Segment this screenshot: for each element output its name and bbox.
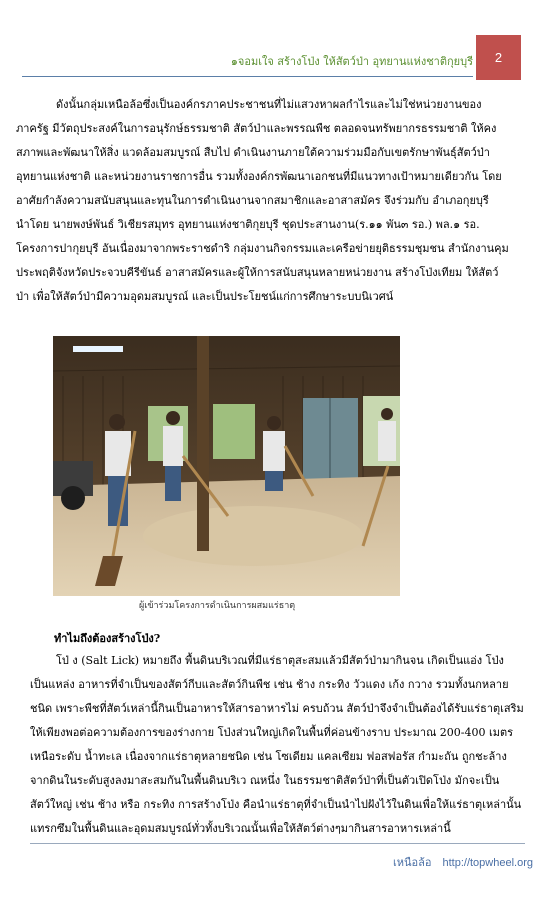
text-line: เป็นแหล่ง อาหารที่จำเป็นของสัตว์กีบและสัตว์กินพืช เช่น ช้าง กระทิง วัวแดง เก้ง กวาง รวมทั้งนกหลาย: [30, 678, 509, 691]
text-line: ให้เพียงพอต่อความต้องการของร่างกาย โป่งส่วนใหญ่เกิดในพื้นที่ค่อนข้างราบ ประมาณ 200-400 เมตร: [30, 726, 514, 739]
text-line: ชนิด เพราะพืชที่สัตว์เหล่านี้กินเป็นอาหารให้สารอาหารไม่ ครบถ้วน สัตว์ป่าจึงจำเป็นต้องได้รับแร่ธาตุเสริม: [30, 702, 524, 715]
text-line: ดังนั้นกลุ่มเหนือล้อซึ่งเป็นองค์กรภาคประชาชนที่ไม่แสวงหาผลกำไรและไม่ใช่หน่วยงานของ: [56, 98, 482, 111]
footer-url-link[interactable]: http://topwheel.org: [442, 857, 533, 869]
text-line: ป่า เพื่อให้สัตว์ป่ามีความอุดมสมบูรณ์ และเป็นประโยชน์แก่การศึกษาระบบนิเวศน์: [16, 290, 394, 303]
text-line: จากดินในระดับสูงลงมาสะสมกันในพื้นดินบริเว ณหนึ่ง ในธรรมชาติสัตว์ป่าที่เป็นตัวเปิดโป่ง มักจะเป็น: [30, 774, 500, 787]
text-line: โป่ ง (Salt Lick) หมายถึง พื้นดินบริเวณที่มีแร่ธาตุสะสมแล้วมีสัตว์ป่ามากินจน เกิดเป็นแอ่ง โป่ง: [56, 654, 504, 667]
text-line: แทรกซึมในพื้นดินและอุดมสมบูรณ์ทั่วทั้งบริเวณนั้นเพื่อให้สัตว์ต่างๆมากินสารอาหารเหล่านี้: [30, 822, 451, 835]
footer-label: เหนือล้อ: [392, 857, 432, 869]
text-line: นำโดย นายพงษ์พันธ์ วิเชียรสมุทร อุทยานแห่งชาติกุยบุรี ชุดประสานงาน(ร.๑๑ พัน๓ รอ.) พล.๑ รอ.: [16, 218, 480, 231]
text-line: อาศัยกำลังความสนับสนุนและทุนในการดำเนินงานจากสมาชิกและอาสาสมัคร จึงร่วมกับ อำเภอกุยบุรี: [16, 194, 489, 207]
text-line: โครงการปากุยบุรี อันเนื่องมาจากพระราชดำริ กลุ่มงานกิจกรรมและเครือข่ายยุติธรรมชุมชน สำนักงานคุม: [16, 242, 509, 255]
text-line: ประพฤติจังหวัดประจวบคีรีขันธ์ อาสาสมัครและผู้ให้การสนับสนุนหลายหน่วยงาน สร้างโป่งเทียม ให้สัตว์: [16, 266, 499, 279]
photo-caption: ผู้เข้าร่วมโครงการดำเนินการผสมแร่ธาตุ: [139, 601, 296, 611]
header-divider: [22, 76, 473, 77]
page-header: [0, 0, 551, 80]
footer-divider: [30, 843, 525, 844]
project-photo: [53, 336, 400, 596]
text-line: เหนือระดับ น้ำทะเล เนื่องจากแร่ธาตุหลายชนิด เช่น โซเดียม แคลเซียม ฟอสฟอรัส กำมะถัน ถูกชะล้าง: [30, 750, 507, 763]
text-line: อุทยานแห่งชาติ และหน่วยงานราชการอื่น รวมทั้งองค์กรพัฒนาเอกชนที่มีแนวทางเป้าหมายเดียวกัน โดย: [16, 170, 502, 183]
section-heading: ทำไมถึงต้องสร้างโป่ง?: [54, 632, 161, 645]
text-line: สภาพและพัฒนาให้สิ่ง แวดล้อมสมบูรณ์ สืบไป ดำเนินงานภายใต้ความร่วมมือกับเขตรักษาพันธุ์สัตว์ป่า: [16, 146, 490, 159]
page-footer: [393, 853, 533, 871]
page-number: 2: [476, 35, 521, 80]
text-line: ภาครัฐ มีวัตถุประสงค์ในการอนุรักษ์ธรรมชาติ สัตว์ป่าและพรรณพืช ตลอดจนทรัพยากรธรรมชาติ ให้คง: [16, 122, 497, 135]
header-title: ๑จอมเใจ สร้างโป่ง ให้สัตว์ป่า อุทยานแห่งชาติกุยบุรี: [230, 55, 473, 68]
text-line: สัตว์ใหญ่ เช่น ช้าง หรือ กระทิง การสร้างโป่ง คือนำแร่ธาตุที่จำเป็นนำไปฝังไว้ในดินเพื่อให้แร่ธาตุเหล่านั้น: [30, 798, 522, 811]
paragraph-intro: [16, 93, 512, 309]
photo-illustration: [53, 336, 400, 596]
paragraph-salt-lick: [30, 649, 524, 841]
